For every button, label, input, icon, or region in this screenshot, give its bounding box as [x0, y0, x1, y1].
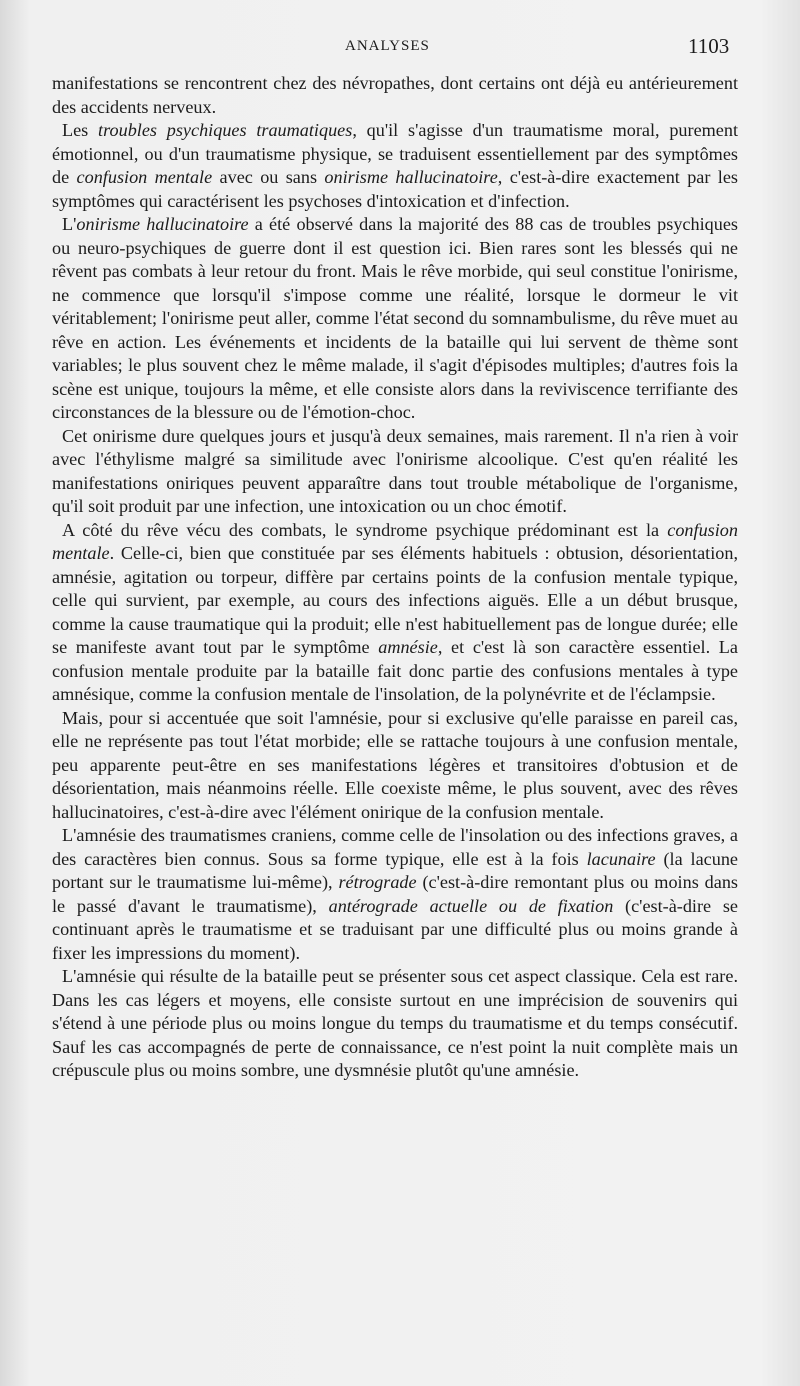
paragraph — [52, 519, 738, 707]
italic-term: confusion mentale — [76, 167, 213, 187]
text-run: manifestations se rencontrent chez des névropathes, dont certains ont déjà eu antérieurement des accidents nerveux. — [52, 73, 738, 117]
paragraph — [52, 707, 738, 825]
text-run: (c'est-à-dire se continuant après le traumatisme et se traduisant par une difficulté plus ou moins grande à fixer les impressions du moment). — [52, 895, 738, 963]
paragraph — [52, 119, 738, 213]
text-run: Mais, pour si accentuée que soit l'amnésie, pour si exclusive qu'elle paraisse en pareil cas, elle ne représente pas tout l'état morbide; elle se rattache toujours à une confusion mentale, peu apparente peut-être en ses manifestations légères et transitoires d'obtusion et de désorientation, mais néanmoins réelle. Elle coexiste même, le plus souvent, avec des rêves hallucinatoires, c'est-à-dire avec l'élément onirique de la confusion mentale. — [52, 707, 738, 822]
paragraph — [52, 824, 738, 965]
body-text — [52, 72, 738, 1083]
text-run: Les — [62, 120, 99, 140]
running-title: ANALYSES — [345, 38, 430, 54]
paragraph — [52, 965, 738, 1083]
text-run: . Celle-ci, bien que constituée par ses éléments habituels : obtusion, désorientation, amnésie, agitation ou torpeur, diffère par certains points de la confusion mentale typique, celle qui survient, par exemple, au cours des infections aiguës. Elle a un début brusque, comme la cause traumatique qui la produit; elle n'est habituellement pas de longue durée; elle se manifeste avant tout par le symptôme — [52, 543, 738, 657]
italic-term: antérograde actuelle ou de fixation — [328, 895, 614, 916]
paragraph — [52, 425, 738, 519]
italic-term: onirisme hallucinatoire — [324, 167, 498, 187]
text-run: , qu'il s'agisse d'un traumatisme moral, purement émotionnel, ou d'un traumatisme physique, se traduisent essentiellement par des symptômes de — [52, 120, 739, 187]
text-run: (la lacune portant sur le traumatisme lui-même), — [52, 848, 739, 892]
italic-term: lacunaire — [586, 848, 656, 869]
text-run: avec ou sans — [212, 167, 325, 187]
text-run: L' — [62, 214, 77, 234]
italic-term: amnésie — [378, 637, 438, 657]
italic-term: troubles psychiques traumatiques — [98, 120, 353, 140]
page-number: 1103 — [688, 34, 730, 58]
italic-term: confusion mentale — [52, 519, 738, 563]
text-run: A côté du rêve vécu des combats, le syndrome psychique prédominant est la — [62, 519, 668, 540]
paragraph — [52, 213, 738, 425]
text-run: Cet onirisme dure quelques jours et jusqu'à deux semaines, mais rarement. Il n'a rien à voir avec l'éthylisme malgré sa similitude avec l'onirisme alcoolique. C'est qu'en réalité les manifestations oniriques peuvent apparaître dans tout trouble métabolique de l'organisme, qu'il soit produit par une infection, une intoxication ou un choc émotif. — [52, 425, 738, 516]
running-head — [0, 34, 800, 62]
text-run: a été observé dans la majorité des 88 cas de troubles psychiques ou neuro-psychiques de guerre dont il est question ici. Bien rares sont les blessés qui ne rêvent pas combats à leur retour du front. Mais le rêve morbide, qui seul constitue l'onirisme, ne commence que lorsqu'il s'impose comme une réalité, lorsque le dormeur le vit véritablement; l'onirisme peut aller, comme l'état second du somnambulisme, du rêve muet au rêve en action. Les événements et incidents de la bataille qui lui servent de thème sont variables; le plus souvent chez le même malade, il s'agit d'épisodes multiples; d'autres fois la scène est unique, toujours la même, et elle consiste alors dans la reviviscence terrifiante des circonstances de la blessure ou de l'émotion-choc. — [52, 214, 738, 422]
italic-term: onirisme hallucinatoire — [76, 214, 249, 234]
text-run: L'amnésie des traumatismes craniens, comme celle de l'insolation ou des infections graves, a des caractères bien connus. Sous sa forme typique, elle est à la fois — [52, 825, 738, 869]
text-run: L'amnésie qui résulte de la bataille peut se présenter sous cet aspect classique. Cela est rare. Dans les cas légers et moyens, elle consiste surtout en une imprécision de souvenirs qui s'étend à une période plus ou moins longue du temps du traumatisme et du temps consécutif. Sauf les cas accompagnés de perte de connaissance, ce n'est point la nuit complète mais un crépuscule plus ou moins sombre, une dysmnésie plutôt qu'une amnésie. — [52, 966, 738, 1080]
text-run: , c'est-à-dire exactement par les symptômes qui caractérisent les psychoses d'intoxication et d'infection. — [52, 167, 738, 211]
paragraph — [52, 72, 738, 119]
text-run: (c'est-à-dire remontant plus ou moins dans le passé d'avant le traumatisme), — [52, 872, 738, 916]
text-run: , et c'est là son caractère essentiel. La confusion mentale produite par la bataille fait donc partie des confusions mentales à type amnésique, comme la confusion mentale de l'insolation, de la polynévrite et de l'éclampsie. — [52, 637, 738, 704]
italic-term: rétrograde — [338, 872, 417, 892]
